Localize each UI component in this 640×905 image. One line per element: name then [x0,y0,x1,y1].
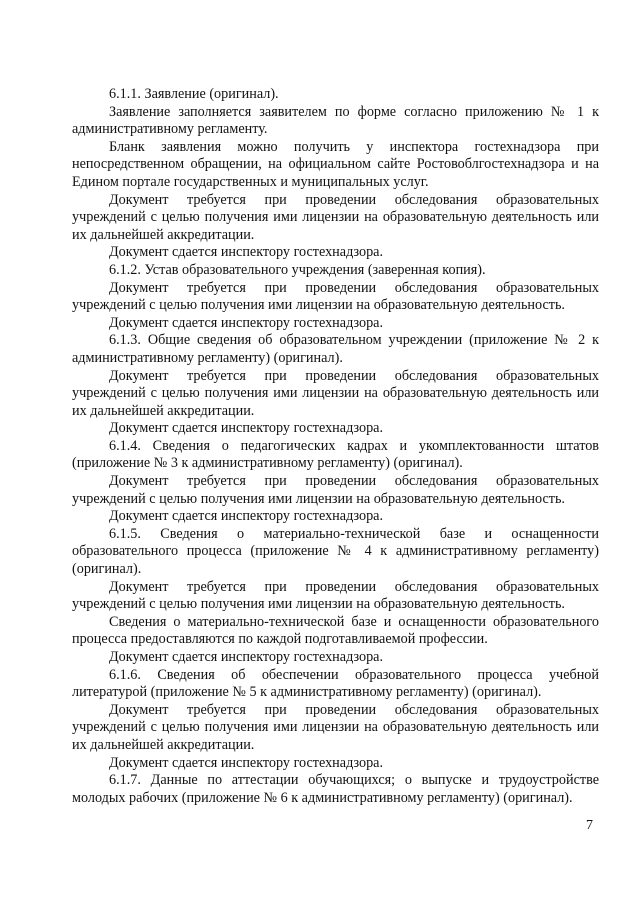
paragraph-requirement: Документ требуется при проведении обследования образовательных учреждений с целью получения ими лицензии на образовательную деятельность. [72,578,599,613]
paragraph-submission: Документ сдается инспектору гостехнадзора. [109,244,384,261]
paragraph-submission: Документ сдается инспектору гостехнадзора. [109,314,384,331]
paragraph-requirement: Документ требуется при проведении обследования образовательных учреждений с целью получения ими лицензии на образовательную деятельность. [72,279,599,314]
paragraph-6-1-7-heading: 6.1.7. Данные по аттестации обучающихся; о выпуске и трудоустройстве молодых рабочих (приложение № 6 к административному регламенту) (оригинал). [72,772,599,806]
paragraph-requirement: Документ требуется при проведении обследования образовательных учреждений с целью получения ими лицензии на образовательную деятельность или их дальнейшей аккредитации. [72,191,599,243]
paragraph-submission: Документ сдается инспектору гостехнадзора. [109,649,384,665]
paragraph-requirement: Документ требуется при проведении обследования образовательных учреждений с целью получения ими лицензии на образовательную деятельность. [72,473,599,507]
paragraph-6-1-4-heading: 6.1.4. Сведения о педагогических кадрах и укомплектованности штатов (приложение № 3 к административному регламенту) (оригинал). [72,437,599,472]
paragraph-submission: Документ сдается инспектору гостехнадзора. [109,508,384,525]
paragraph-submission: Документ сдается инспектору гостехнадзора. [109,420,384,437]
paragraph-requirement: Документ требуется при проведении обследования образовательных учреждений с целью получения ими лицензии на образовательную деятельность или их дальнейшей аккредитации. [72,367,599,419]
paragraph-6-1-6-heading: 6.1.6. Сведения об обеспечении образовательного процесса учебной литературой (приложение № 5 к административному регламенту) (оригинал). [72,666,599,701]
paragraph-application-form: Заявление заполняется заявителем по форме согласно приложению № 1 к административному регламенту. [72,103,599,138]
page-number: 7 [586,818,593,833]
document-body [72,86,599,807]
paragraph-6-1-2-heading: 6.1.2. Устав образовательного учреждения (заверенная копия). [109,261,486,278]
paragraph-per-profession-note: Сведения о материально-технической базе и оснащенности образовательного процесса предоставляются по каждой подготавливаемой профессии. [72,613,599,648]
paragraph-6-1-5-heading: 6.1.5. Сведения о материально-технической базе и оснащенности образовательного процесса (приложение № 4 к административному регламенту) (оригинал). [72,525,599,578]
paragraph-requirement: Документ требуется при проведении обследования образовательных учреждений с целью получения ими лицензии на образовательную деятельность или их дальнейшей аккредитации. [72,701,599,753]
paragraph-6-1-1-heading: 6.1.1. Заявление (оригинал). [109,86,279,102]
paragraph-form-availability: Бланк заявления можно получить у инспектора гостехнадзора при непосредственном обращении, на официальном сайте Ростовоблгостехнадзора и на Едином портале государственных и муниципальных услуг. [72,138,599,190]
paragraph-6-1-3-heading: 6.1.3. Общие сведения об образовательном учреждении (приложение № 2 к административному регламенту) (оригинал). [72,332,599,366]
paragraph-submission: Документ сдается инспектору гостехнадзора. [109,754,384,771]
